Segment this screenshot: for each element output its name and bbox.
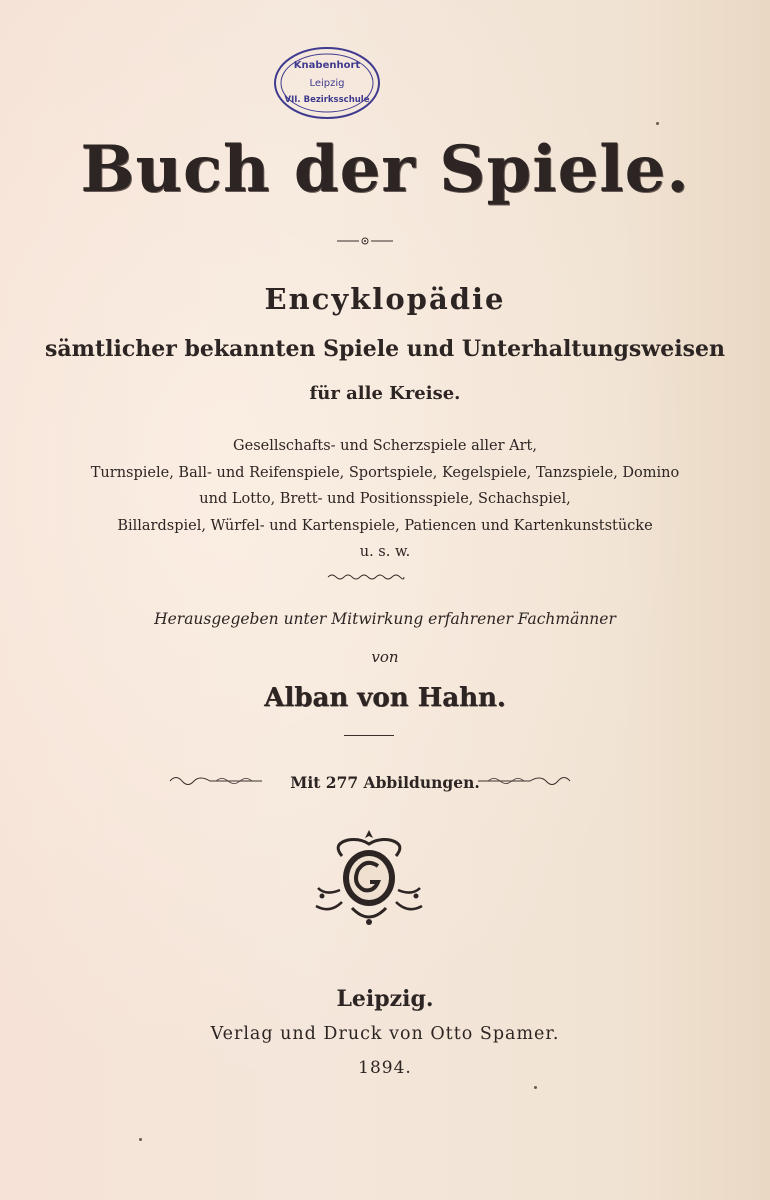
flourish-right-icon <box>474 772 574 790</box>
stamp-line3: VII. Bezirksschule <box>284 95 370 105</box>
contents-list <box>0 433 770 566</box>
publication-year: 1894. <box>358 1058 412 1078</box>
contents-line: Gesellschafts- und Scherzspiele aller Art, <box>233 438 537 454</box>
publisher-emblem-icon <box>312 826 427 930</box>
book-title: Buch der Spiele. <box>80 132 690 207</box>
subtitle-description: sämtlicher bekannten Spiele und Unterhaltungsweisen <box>45 336 725 362</box>
library-stamp <box>273 46 381 120</box>
divider-rule <box>344 735 394 736</box>
paper-speck <box>656 122 659 125</box>
wavy-divider-icon <box>326 572 406 582</box>
publisher-line: Verlag und Druck von Otto Spamer. <box>210 1024 560 1044</box>
paper-speck <box>139 1138 142 1141</box>
paper-speck <box>534 1086 537 1089</box>
publication-place: Leipzig. <box>336 986 434 1012</box>
editor-line: Herausgegeben unter Mitwirkung erfahrener Fachmänner <box>154 610 616 628</box>
stamp-line1: Knabenhort <box>293 60 361 71</box>
stamp-line2: Leipzig <box>309 78 345 89</box>
contents-line: u. s. w. <box>359 544 411 560</box>
contents-line: Turnspiele, Ball- und Reifenspiele, Sportspiele, Kegelspiele, Tanzspiele, Domino <box>90 464 680 481</box>
subtitle-audience: für alle Kreise. <box>309 383 461 404</box>
von-line: von <box>371 648 399 666</box>
contents-line: Billardspiel, Würfel- und Kartenspiele, Patiencen und Kartenkunststücke <box>117 517 653 534</box>
ornament-divider-icon <box>335 234 395 248</box>
illustrations-count: Mit 277 Abbildungen. <box>290 773 480 792</box>
subtitle-encyclopedia: Encyklopädie <box>264 282 506 316</box>
contents-line: und Lotto, Brett- und Positionsspiele, Schachspiel, <box>199 491 571 507</box>
author-name: Alban von Hahn. <box>264 683 506 713</box>
